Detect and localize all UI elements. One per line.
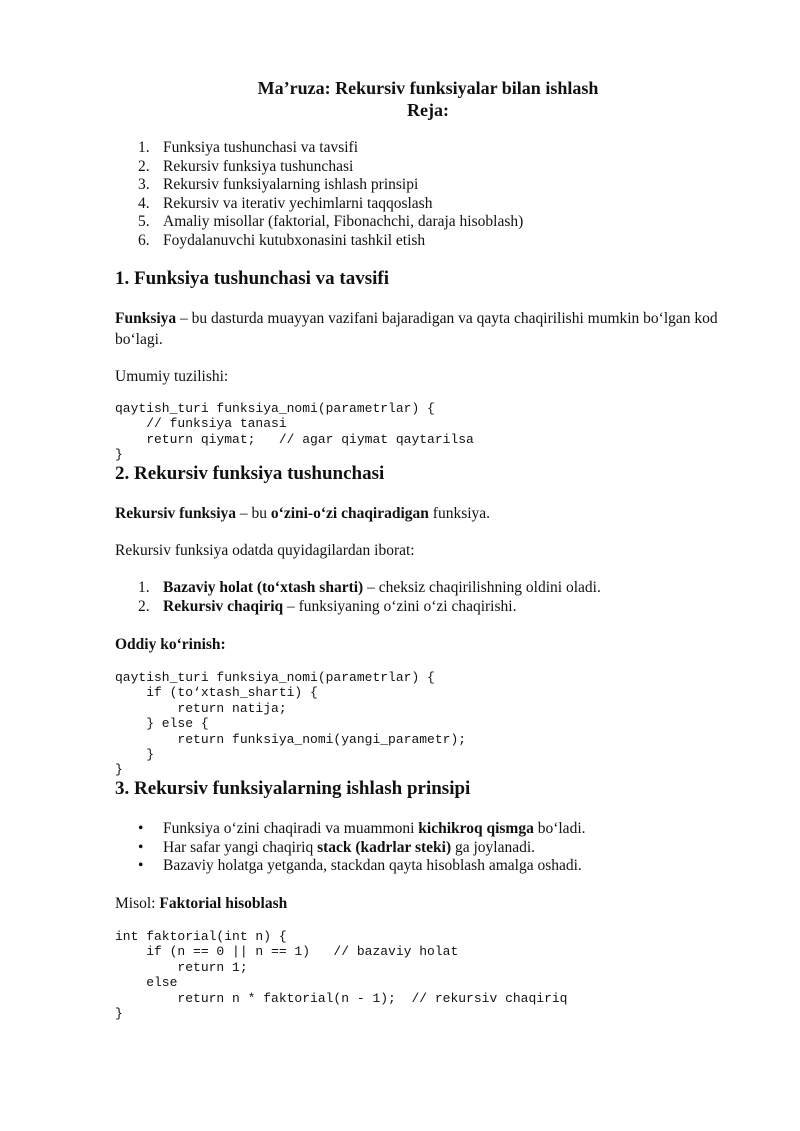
structure-label: Umumiy tuzilishi: <box>115 368 229 385</box>
section-1-heading: 1. Funksiya tushunchasi va tavsifi <box>115 268 389 289</box>
plan-item: 2. Rekursiv funksiya tushunchasi <box>138 157 354 175</box>
definition-text: funksiya. <box>428 505 491 522</box>
definition-text: – bu dasturda muayyan vazifani bajaradigan va qayta chaqirilishi mumkin bo‘lgan kod bo‘lagi. <box>115 310 718 348</box>
definition-term: Rekursiv funksiya <box>115 505 237 522</box>
code-block-recursive: qaytish_turi funksiya_nomi(parametrlar) { if (to‘xtash_sharti) { return natija; } else { return funksiya_nomi(yangi_parametr); } } <box>115 670 467 778</box>
code-block-factorial: int faktorial(int n) { if (n == 0 || n == 1) // bazaviy holat return 1; else return n * faktorial(n - 1); // rekursiv chaqiriq } <box>115 929 568 1022</box>
plan-heading: Reja: <box>407 100 449 120</box>
document-title: Ma’ruza: Rekursiv funksiyalar bilan ishlash <box>257 78 599 98</box>
recursion-part-item: 1. Bazaviy holat (to‘xtash sharti) – cheksiz chaqirilishning oldini oladi. <box>138 579 601 596</box>
plan-item: 5. Amaliy misollar (faktorial, Fibonachchi, daraja hisoblash) <box>138 213 524 231</box>
principle-bullet-list <box>138 819 586 875</box>
bullet-icon <box>138 819 163 838</box>
bullet-icon <box>138 856 163 875</box>
recursion-part-item: 2. Rekursiv chaqiriq – funksiyaning o‘zini o‘zi chaqirishi. <box>138 597 517 615</box>
section-3-heading: 3. Rekursiv funksiyalarning ishlash prinsipi <box>115 778 471 799</box>
function-definition <box>115 308 755 350</box>
definition-term: Funksiya <box>115 310 177 327</box>
definition-text: – bu <box>236 505 271 522</box>
bullet-item: •Funksiya o‘zini chaqiradi va muammoni kichikroq qismga bo‘ladi. <box>138 819 586 838</box>
plan-item: 1. Funksiya tushunchasi va tavsifi <box>138 139 359 156</box>
plan-item: 3. Rekursiv funksiyalarning ishlash prinsipi <box>138 176 419 194</box>
consists-label: Rekursiv funksiya odatda quyidagilardan iborat: <box>115 542 415 559</box>
section-2-heading: 2. Rekursiv funksiya tushunchasi <box>115 463 385 484</box>
definition-emphasis: o‘zini-o‘zi chaqiradigan <box>270 505 429 522</box>
simple-form-label: Oddiy ko‘rinish: <box>115 636 226 653</box>
bullet-item: •Bazaviy holatga yetganda, stackdan qayta hisoblash amalga oshadi. <box>138 856 586 875</box>
recursion-parts-list <box>138 578 601 615</box>
code-block-general: qaytish_turi funksiya_nomi(parametrlar) { // funksiya tanasi return qiymat; // agar qiymat qaytarilsa } <box>115 401 474 463</box>
recursive-definition <box>115 503 755 524</box>
example-label: Misol: Faktorial hisoblash <box>115 895 288 912</box>
plan-list <box>138 138 523 250</box>
bullet-item: •Har safar yangi chaqiriq stack (kadrlar steki) ga joylanadi. <box>138 838 586 857</box>
plan-item: 6. Foydalanuvchi kutubxonasini tashkil etish <box>138 231 426 249</box>
bullet-icon <box>138 838 163 857</box>
plan-item: 4. Rekursiv va iterativ yechimlarni taqqoslash <box>138 194 433 212</box>
